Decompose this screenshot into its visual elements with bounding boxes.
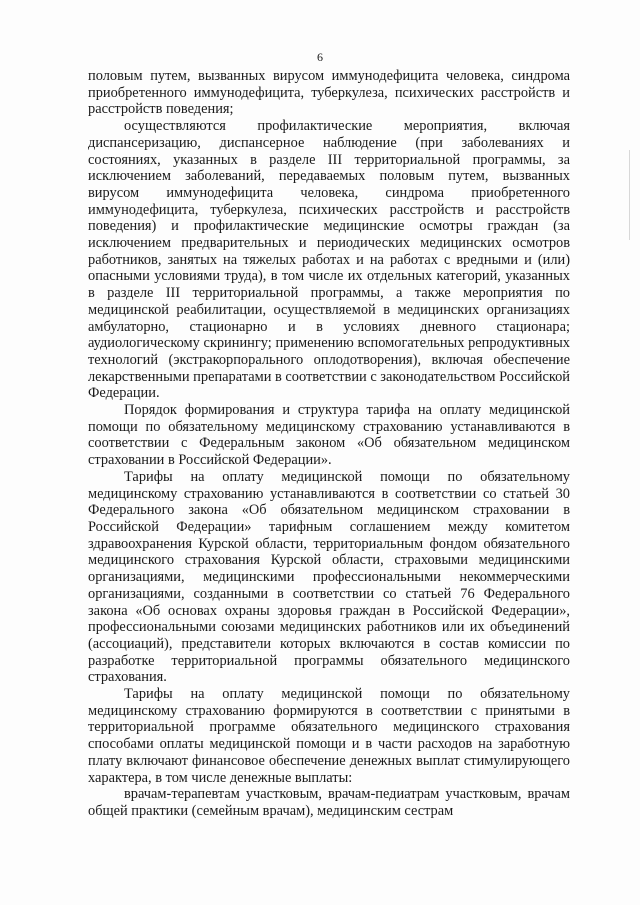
paragraph: врачам-терапевтам участковым, врачам-педиатрам участковым, врачам общей практики (семейным врачам), медицинским сестрам [88,786,570,819]
document-body [88,68,570,820]
paragraph: Порядок формирования и структура тарифа на оплату медицинской помощи по обязательному медицинскому страхованию устанавливаются в соответствии с Федеральным законом «Об обязательном медицинском страховании в Российской Федерации». [88,402,570,469]
scan-margin-mark [629,150,630,240]
paragraph: осуществляются профилактические мероприятия, включая диспансеризацию, диспансерное наблюдение (при заболеваниях и состояниях, указанных в разделе III территориальной программы, за исключением заболеваний, передаваемых половым путем, вызванных вирусом иммунодефицита человека, синдрома приобретенного иммунодефицита, туберкулеза, психических расстройств и расстройств поведения) и профилактические медицинские осмотры граждан (за исключением предварительных и периодических медицинских осмотров работников, занятых на тяжелых работах и на работах с вредными и (или) опасными условиями труда), в том числе их отдельных категорий, указанных в разделе III территориальной программы, а также мероприятия по медицинской реабилитации, осуществляемой в медицинских организациях амбулаторно, стационарно и в условиях дневного стационара; аудиологическому скринингу; применению вспомогательных репродуктивных технологий (экстракорпорального оплодотворения), включая обеспечение лекарственными препаратами в соответствии с законодательством Российской Федерации. [88,118,570,402]
paragraph: Тарифы на оплату медицинской помощи по обязательному медицинскому страхованию формируются в соответствии с принятыми в территориальной программе обязательного медицинского страхования способами оплаты медицинской помощи и в части расходов на заработную плату включают финансовое обеспечение денежных выплат стимулирующего характера, в том числе денежные выплаты: [88,686,570,786]
paragraph: половым путем, вызванных вирусом иммунодефицита человека, синдрома приобретенного иммунодефицита, туберкулеза, психических расстройств и расстройств поведения; [88,68,570,118]
paragraph: Тарифы на оплату медицинской помощи по обязательному медицинскому страхованию устанавливаются в соответствии со статьей 30 Федерального закона «Об обязательном медицинском страховании в Российской Федерации» тарифным соглашением между комитетом здравоохранения Курской области, территориальным фондом обязательного медицинского страхования Курской области, страховыми медицинскими организациями, медицинскими профессиональными некоммерческими организациями, созданными в соответствии со статьей 76 Федерального закона «Об основах охраны здоровья граждан в Российской Федерации», профессиональными союзами медицинских работников или их объединений (ассоциаций), представители которых включаются в состав комиссии по разработке территориальной программы обязательного медицинского страхования. [88,468,570,686]
page-number: 6 [317,50,323,64]
